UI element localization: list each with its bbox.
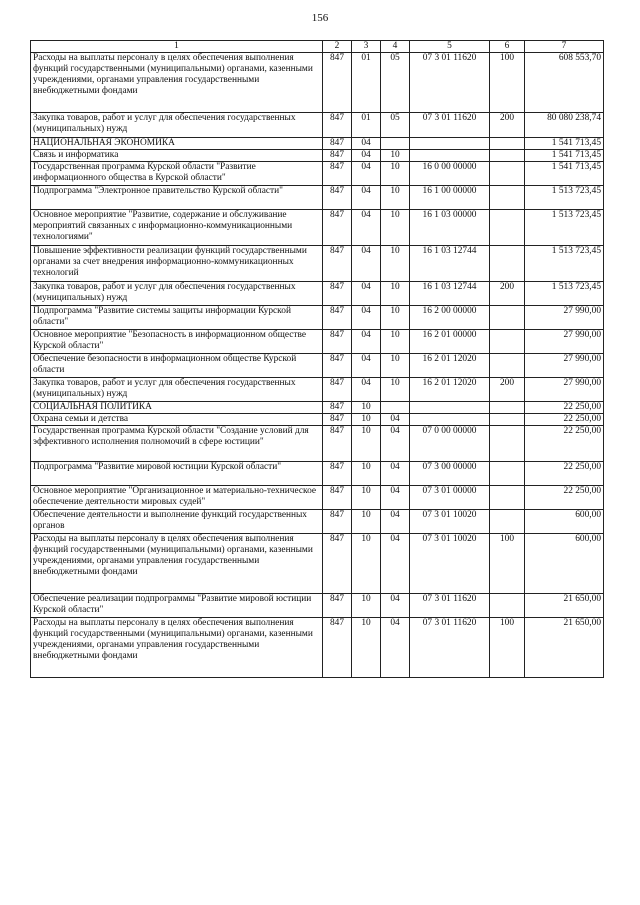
amount-cell: 22 250,00 (525, 414, 604, 426)
amount-cell: 608 553,70 (525, 53, 604, 113)
section-code-cell: 10 (352, 402, 381, 414)
header-col-3: 3 (352, 41, 381, 53)
ministry-code-cell: 847 (323, 462, 352, 486)
ministry-code-cell: 847 (323, 402, 352, 414)
amount-cell: 1 541 713,45 (525, 150, 604, 162)
target-article-code-cell: 16 2 00 00000 (410, 306, 490, 330)
table-row (31, 162, 604, 186)
section-code-cell: 04 (352, 138, 381, 150)
table-row (31, 113, 604, 138)
table-row (31, 402, 604, 414)
section-code-cell: 04 (352, 306, 381, 330)
target-article-code-cell (410, 138, 490, 150)
ministry-code-cell: 847 (323, 53, 352, 113)
section-code-cell: 04 (352, 246, 381, 282)
subsection-code-cell: 10 (381, 282, 410, 306)
target-article-code-cell: 07 3 01 11620 (410, 113, 490, 138)
amount-cell: 1 513 723,45 (525, 246, 604, 282)
item-name-cell: Расходы на выплаты персоналу в целях обеспечения выполнения функций государственными (муниципальными) органами, казенными учреждениями, органами управления государственными внебюджетными фондами (31, 534, 323, 594)
header-col-5: 5 (410, 41, 490, 53)
section-code-cell: 01 (352, 53, 381, 113)
header-col-6: 6 (490, 41, 525, 53)
ministry-code-cell: 847 (323, 186, 352, 210)
table-row (31, 354, 604, 378)
target-article-code-cell: 16 2 01 00000 (410, 330, 490, 354)
amount-cell: 600,00 (525, 510, 604, 534)
target-article-code-cell: 16 1 03 12744 (410, 246, 490, 282)
header-col-1: 1 (31, 41, 323, 53)
subsection-code-cell: 04 (381, 426, 410, 462)
table-row (31, 306, 604, 330)
table-row (31, 426, 604, 462)
item-name-cell: Обеспечение реализации подпрограммы "Развитие мировой юстиции Курской области" (31, 594, 323, 618)
subsection-code-cell: 10 (381, 330, 410, 354)
ministry-code-cell: 847 (323, 534, 352, 594)
target-article-code-cell: 16 2 01 12020 (410, 354, 490, 378)
amount-cell: 1 513 723,45 (525, 186, 604, 210)
expense-type-code-cell (490, 306, 525, 330)
ministry-code-cell: 847 (323, 486, 352, 510)
section-code-cell: 04 (352, 162, 381, 186)
item-name-cell: Расходы на выплаты персоналу в целях обеспечения выполнения функций государственными (муниципальными) органами, казенными учреждениями, органами управления государственными внебюджетными фондами (31, 618, 323, 678)
ministry-code-cell: 847 (323, 138, 352, 150)
table-row (31, 186, 604, 210)
amount-cell: 21 650,00 (525, 618, 604, 678)
expense-type-code-cell: 100 (490, 618, 525, 678)
header-col-4: 4 (381, 41, 410, 53)
amount-cell: 21 650,00 (525, 594, 604, 618)
table-row (31, 462, 604, 486)
amount-cell: 1 541 713,45 (525, 138, 604, 150)
target-article-code-cell: 07 3 01 10020 (410, 534, 490, 594)
subsection-code-cell: 04 (381, 486, 410, 510)
subsection-code-cell: 05 (381, 53, 410, 113)
expense-type-code-cell (490, 510, 525, 534)
expense-type-code-cell (490, 402, 525, 414)
target-article-code-cell: 16 1 00 00000 (410, 186, 490, 210)
expense-type-code-cell (490, 486, 525, 510)
table-body (31, 53, 604, 678)
ministry-code-cell: 847 (323, 414, 352, 426)
amount-cell: 22 250,00 (525, 486, 604, 510)
header-col-7: 7 (525, 41, 604, 53)
section-code-cell: 10 (352, 594, 381, 618)
target-article-code-cell (410, 402, 490, 414)
section-code-cell: 04 (352, 354, 381, 378)
table-row (31, 510, 604, 534)
expense-type-code-cell (490, 426, 525, 462)
subsection-code-cell: 05 (381, 113, 410, 138)
section-code-cell: 04 (352, 282, 381, 306)
table-row (31, 282, 604, 306)
ministry-code-cell: 847 (323, 618, 352, 678)
amount-cell: 22 250,00 (525, 402, 604, 414)
amount-cell: 27 990,00 (525, 306, 604, 330)
subsection-code-cell: 10 (381, 210, 410, 246)
amount-cell: 1 541 713,45 (525, 162, 604, 186)
amount-cell: 27 990,00 (525, 378, 604, 402)
ministry-code-cell: 847 (323, 354, 352, 378)
target-article-code-cell: 07 3 00 00000 (410, 462, 490, 486)
table-row (31, 414, 604, 426)
expense-type-code-cell (490, 138, 525, 150)
item-name-cell: Подпрограмма "Развитие системы защиты информации Курской области" (31, 306, 323, 330)
section-code-cell: 10 (352, 534, 381, 594)
amount-cell: 80 080 238,74 (525, 113, 604, 138)
section-code-cell: 10 (352, 414, 381, 426)
table-row (31, 378, 604, 402)
expense-type-code-cell (490, 246, 525, 282)
item-name-cell: СОЦИАЛЬНАЯ ПОЛИТИКА (31, 402, 323, 414)
page-number: 156 (311, 12, 329, 24)
ministry-code-cell: 847 (323, 282, 352, 306)
target-article-code-cell (410, 414, 490, 426)
item-name-cell: Обеспечение деятельности и выполнение функций государственных органов (31, 510, 323, 534)
amount-cell: 1 513 723,45 (525, 210, 604, 246)
amount-cell: 22 250,00 (525, 462, 604, 486)
subsection-code-cell: 10 (381, 354, 410, 378)
ministry-code-cell: 847 (323, 162, 352, 186)
amount-cell: 27 990,00 (525, 354, 604, 378)
target-article-code-cell: 07 3 01 11620 (410, 53, 490, 113)
header-col-2: 2 (323, 41, 352, 53)
ministry-code-cell: 847 (323, 426, 352, 462)
section-code-cell: 04 (352, 378, 381, 402)
table-row (31, 594, 604, 618)
section-code-cell: 01 (352, 113, 381, 138)
expense-type-code-cell (490, 150, 525, 162)
table-row (31, 138, 604, 150)
item-name-cell: Повышение эффективности реализации функций государственными органами за счет внедрения информационно-коммуникационных технологий (31, 246, 323, 282)
expense-type-code-cell (490, 330, 525, 354)
expense-type-code-cell: 200 (490, 378, 525, 402)
expense-type-code-cell (490, 210, 525, 246)
section-code-cell: 04 (352, 150, 381, 162)
section-code-cell: 10 (352, 462, 381, 486)
target-article-code-cell: 16 0 00 00000 (410, 162, 490, 186)
target-article-code-cell: 16 1 03 12744 (410, 282, 490, 306)
expense-type-code-cell (490, 414, 525, 426)
expense-type-code-cell: 200 (490, 113, 525, 138)
amount-cell: 1 513 723,45 (525, 282, 604, 306)
target-article-code-cell: 07 3 01 10020 (410, 510, 490, 534)
item-name-cell: Закупка товаров, работ и услуг для обеспечения государственных (муниципальных) нужд (31, 113, 323, 138)
subsection-code-cell: 04 (381, 618, 410, 678)
target-article-code-cell (410, 150, 490, 162)
expense-type-code-cell (490, 594, 525, 618)
target-article-code-cell: 07 3 01 00000 (410, 486, 490, 510)
target-article-code-cell: 16 1 03 00000 (410, 210, 490, 246)
expense-type-code-cell (490, 462, 525, 486)
item-name-cell: Расходы на выплаты персоналу в целях обеспечения выполнения функций государственными (муниципальными) органами, казенными учреждениями, органами управления государственными внебюджетными фондами (31, 53, 323, 113)
column-number-header (31, 41, 604, 53)
expense-type-code-cell (490, 354, 525, 378)
subsection-code-cell (381, 402, 410, 414)
subsection-code-cell: 10 (381, 306, 410, 330)
ministry-code-cell: 847 (323, 306, 352, 330)
item-name-cell: Государственная программа Курской области "Развитие информационного общества в Курской области" (31, 162, 323, 186)
expense-type-code-cell (490, 162, 525, 186)
table-row (31, 53, 604, 113)
section-code-cell: 10 (352, 510, 381, 534)
amount-cell: 27 990,00 (525, 330, 604, 354)
amount-cell: 22 250,00 (525, 426, 604, 462)
item-name-cell: Охрана семьи и детства (31, 414, 323, 426)
section-code-cell: 10 (352, 486, 381, 510)
section-code-cell: 10 (352, 426, 381, 462)
subsection-code-cell: 04 (381, 462, 410, 486)
section-code-cell: 04 (352, 210, 381, 246)
ministry-code-cell: 847 (323, 113, 352, 138)
ministry-code-cell: 847 (323, 246, 352, 282)
target-article-code-cell: 07 3 01 11620 (410, 594, 490, 618)
table-row (31, 618, 604, 678)
subsection-code-cell: 04 (381, 594, 410, 618)
table-row (31, 330, 604, 354)
item-name-cell: Основное мероприятие "Организационное и материально-техническое обеспечение деятельности мировых судей" (31, 486, 323, 510)
item-name-cell: Связь и информатика (31, 150, 323, 162)
subsection-code-cell: 10 (381, 162, 410, 186)
subsection-code-cell: 04 (381, 414, 410, 426)
section-code-cell: 10 (352, 618, 381, 678)
table-row (31, 150, 604, 162)
subsection-code-cell (381, 138, 410, 150)
ministry-code-cell: 847 (323, 594, 352, 618)
expense-type-code-cell (490, 186, 525, 210)
item-name-cell: Государственная программа Курской области "Создание условий для эффективного исполнения полномочий в сфере юстиции" (31, 426, 323, 462)
item-name-cell: Подпрограмма "Электронное правительство Курской области" (31, 186, 323, 210)
ministry-code-cell: 847 (323, 210, 352, 246)
expense-type-code-cell: 200 (490, 282, 525, 306)
item-name-cell: Подпрограмма "Развитие мировой юстиции Курской области" (31, 462, 323, 486)
item-name-cell: Закупка товаров, работ и услуг для обеспечения государственных (муниципальных) нужд (31, 282, 323, 306)
subsection-code-cell: 10 (381, 150, 410, 162)
expense-type-code-cell: 100 (490, 53, 525, 113)
table-row (31, 486, 604, 510)
item-name-cell: Закупка товаров, работ и услуг для обеспечения государственных (муниципальных) нужд (31, 378, 323, 402)
ministry-code-cell: 847 (323, 510, 352, 534)
section-code-cell: 04 (352, 186, 381, 210)
table-row (31, 210, 604, 246)
section-code-cell: 04 (352, 330, 381, 354)
subsection-code-cell: 10 (381, 378, 410, 402)
expense-type-code-cell: 100 (490, 534, 525, 594)
item-name-cell: Основное мероприятие "Развитие, содержание и обслуживание мероприятий связанных с информационно-коммуникационными технологиями" (31, 210, 323, 246)
target-article-code-cell: 07 3 01 11620 (410, 618, 490, 678)
table-row (31, 534, 604, 594)
subsection-code-cell: 04 (381, 510, 410, 534)
subsection-code-cell: 10 (381, 186, 410, 210)
item-name-cell: НАЦИОНАЛЬНАЯ ЭКОНОМИКА (31, 138, 323, 150)
target-article-code-cell: 16 2 01 12020 (410, 378, 490, 402)
table-row (31, 246, 604, 282)
target-article-code-cell: 07 0 00 00000 (410, 426, 490, 462)
item-name-cell: Основное мероприятие "Безопасность в информационном обществе Курской области" (31, 330, 323, 354)
subsection-code-cell: 10 (381, 246, 410, 282)
budget-table (30, 40, 604, 678)
amount-cell: 600,00 (525, 534, 604, 594)
item-name-cell: Обеспечение безопасности в информационном обществе Курской области (31, 354, 323, 378)
subsection-code-cell: 04 (381, 534, 410, 594)
ministry-code-cell: 847 (323, 378, 352, 402)
ministry-code-cell: 847 (323, 150, 352, 162)
ministry-code-cell: 847 (323, 330, 352, 354)
